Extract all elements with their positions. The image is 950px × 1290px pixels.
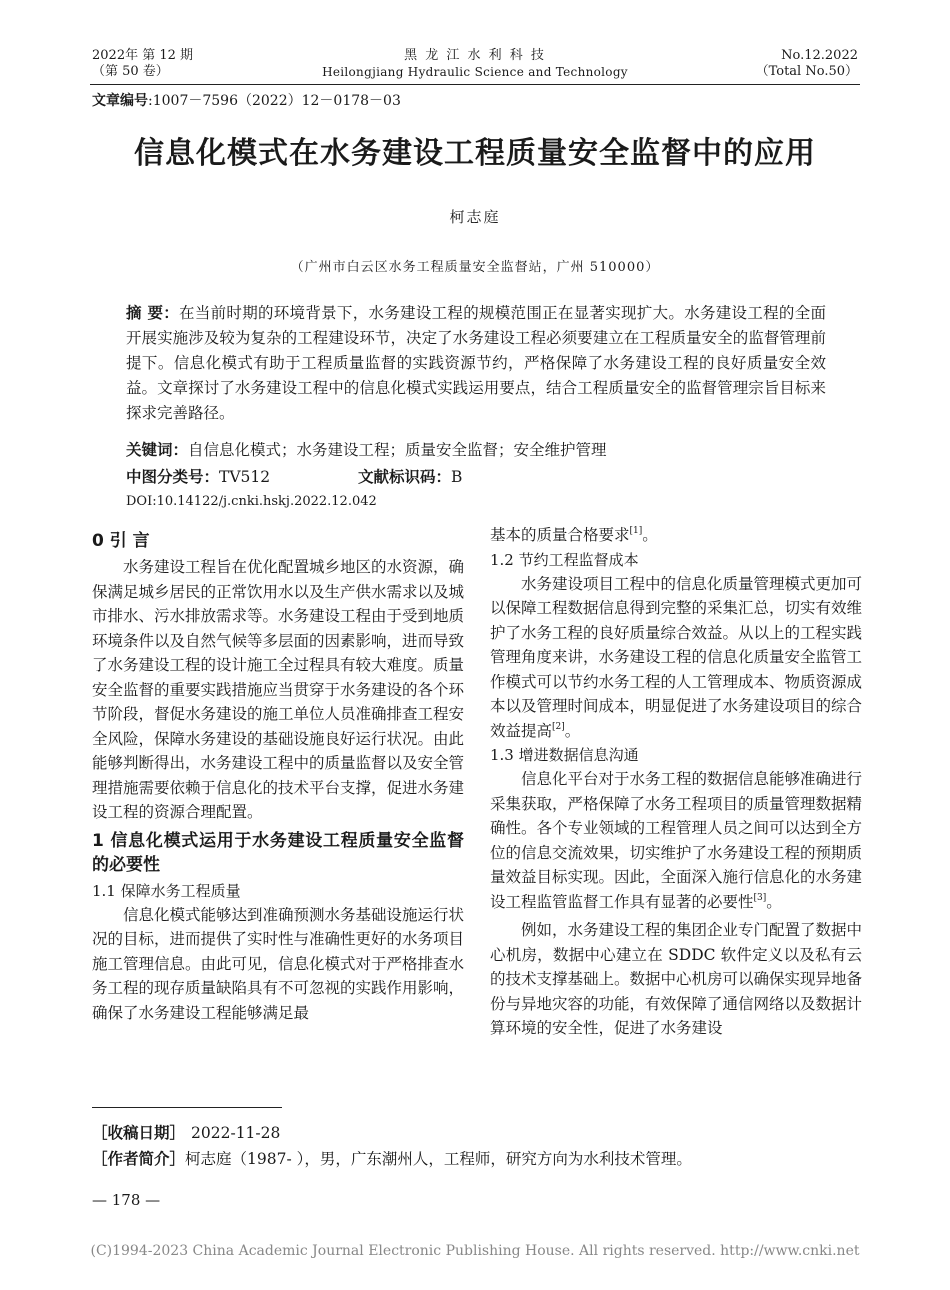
journal-name-en: Heilongjiang Hydraulic Science and Technology: [322, 65, 628, 79]
section-1-heading: 1 信息化模式运用于水务建设工程质量安全监督的必要性: [92, 830, 464, 875]
doi: DOI:10.14122/j.cnki.hskj.2022.12.042: [126, 494, 377, 509]
keywords-label: 关键词：: [126, 441, 189, 459]
author-affiliation: （广州市白云区水务工程质量安全监督站，广州 510000）: [290, 260, 660, 275]
clc-value: TV512: [219, 468, 271, 486]
section-1-2-paragraph: [490, 572, 862, 744]
right-column: [490, 523, 862, 1041]
reference-3: [3]: [753, 892, 767, 903]
received-date-value: 2022-11-28: [191, 1124, 281, 1142]
reference-1: [1]: [629, 526, 643, 536]
author-bio: [92, 1147, 692, 1171]
keywords-text: 自信息化模式；水务建设工程；质量安全监督；安全维护管理: [188, 441, 607, 459]
page-number: — 178 —: [92, 1191, 161, 1209]
article-number-label: 文章编号: [92, 93, 148, 109]
section-1-3-paragraph: [490, 767, 862, 914]
author-bio-label: ［作者简介］: [92, 1150, 186, 1168]
section-1-3-text: 信息化平台对于水务工程的数据信息能够准确进行采集获取，严格保障了水务工程项目的质量管理数据精确性。各个专业领域的工程管理人员之间可以达到全方位的信息交流效果，切实维护了水务建设工程的预期质量效益目标实现。因此，全面深入施行信息化的水务建设工程监管监督工作具有显著的必要性: [490, 770, 863, 911]
document-code: [358, 465, 462, 490]
left-column: [92, 525, 464, 1025]
document-code-label: 文献标识码：: [358, 468, 452, 486]
copyright-notice: (C)1994-2023 China Academic Journal Electronic Publishing House. All rights reserved. http://www.cnki.net: [90, 1243, 860, 1259]
section-1-1-paragraph: 信息化模式能够达到准确预测水务基础设施运行状况的目标，进而提供了实时性与准确性更好的水务项目施工管理信息。由此可见，信息化模式对于严格排查水务工程的现存质量缺陷具有不可忽视的实践作用影响，确保了水务建设工程能够满足最: [92, 905, 465, 1022]
section-1-2-end: 。: [564, 721, 581, 740]
header-right: [700, 48, 858, 80]
keywords: [126, 438, 607, 463]
header-volume: （第 50 卷）: [92, 64, 169, 79]
section-0-paragraph: 水务建设工程旨在优化配置城乡地区的水资源，确保满足城乡居民的正常饮用水以及生产供水需求以及城市排水、污水排放需求等。水务建设工程由于受到地质环境条件以及自然气候等多层面的因素影响，进而导致了水务建设工程的设计施工全过程具有较大难度。质量安全监督的重要实践措施应当贯穿于水务建设的各个环节阶段，督促水务建设的施工单位人员准确排查工程安全风险，保障水务建设的基础设施良好运行状况。由此能够判断得出，水务建设工程中的质量监督以及安全管理措施需要依赖于信息化的技术平台支撑，促进水务建设工程的资源合理配置。: [92, 558, 465, 821]
header-left: [92, 48, 193, 80]
header-journal: [300, 48, 650, 80]
clc-label: 中图分类号：: [126, 468, 220, 486]
classification: [126, 465, 270, 490]
header-rule: [90, 84, 860, 85]
journal-name-cn: 黑 龙 江 水 利 科 技: [404, 48, 546, 63]
section-1-2-heading: 1.2 节约工程监督成本: [490, 550, 639, 569]
received-date-label: ［收稿日期］: [92, 1124, 186, 1142]
page-title: 信息化模式在水务建设工程质量安全监督中的应用: [134, 136, 816, 171]
author-name: 柯志庭: [449, 208, 501, 226]
continued-end: 。: [642, 526, 658, 544]
section-0-heading: 0 引 言: [92, 531, 150, 551]
footnote-rule: [92, 1107, 282, 1108]
article-number: [92, 91, 401, 111]
header-total: （Total No.50）: [755, 64, 858, 79]
section-1-1-heading: 1.1 保障水务工程质量: [92, 881, 241, 900]
header-no: No.12.2022: [781, 48, 858, 63]
article-number-value: :1007－7596（2022）12－0178－03: [148, 93, 401, 109]
reference-2: [2]: [552, 721, 565, 732]
received-date: [92, 1121, 280, 1145]
abstract-label: 摘 要：: [126, 304, 180, 322]
header-issue: 2022年 第 12 期: [92, 48, 194, 63]
abstract-text: 在当前时期的环境背景下，水务建设工程的规模范围正在显著实现扩大。水务建设工程的全面开展实施涉及较为复杂的工程建设环节，决定了水务建设工程必须要建立在工程质量安全的监督管理前提下。信息化模式有助于工程质量监督的实践资源节约，严格保障了水务建设工程的良好质量安全效益。文章探讨了水务建设工程中的信息化模式实践运用要点，结合工程质量安全的监督管理宗旨目标来探求完善路径。: [126, 304, 826, 422]
section-1-3-end: 。: [766, 892, 782, 911]
abstract: [126, 301, 826, 426]
section-1-3-paragraph-2: 例如，水务建设工程的集团企业专门配置了数据中心机房，数据中心建立在 SDDC 软件定义以及私有云的技术支撑基础上。数据中心机房可以确保实现异地备份与异地灾容的功能，有效保障了通信网络以及数据计算环境的安全性，促进了水务建设: [490, 921, 863, 1037]
section-1-3-heading: 1.3 增进数据信息沟通: [490, 746, 639, 764]
continued-text: 基本的质量合格要求: [490, 526, 630, 544]
section-1-2-text: 水务建设项目工程中的信息化质量管理模式更加可以保障工程数据信息得到完整的采集汇总，切实有效维护了水务工程的良好质量综合效益。从以上的工程实践管理角度来讲，水务建设工程的信息化质量安全监管工作模式可以节约水务工程的人工管理成本、物质资源成本以及管理时间成本，明显促进了水务建设项目的综合效益提高: [490, 574, 863, 740]
author-bio-value: 柯志庭（1987- ），男，广东潮州人，工程师，研究方向为水利技术管理。: [185, 1150, 692, 1168]
document-code-value: B: [451, 468, 463, 486]
continued-paragraph: [490, 523, 862, 548]
